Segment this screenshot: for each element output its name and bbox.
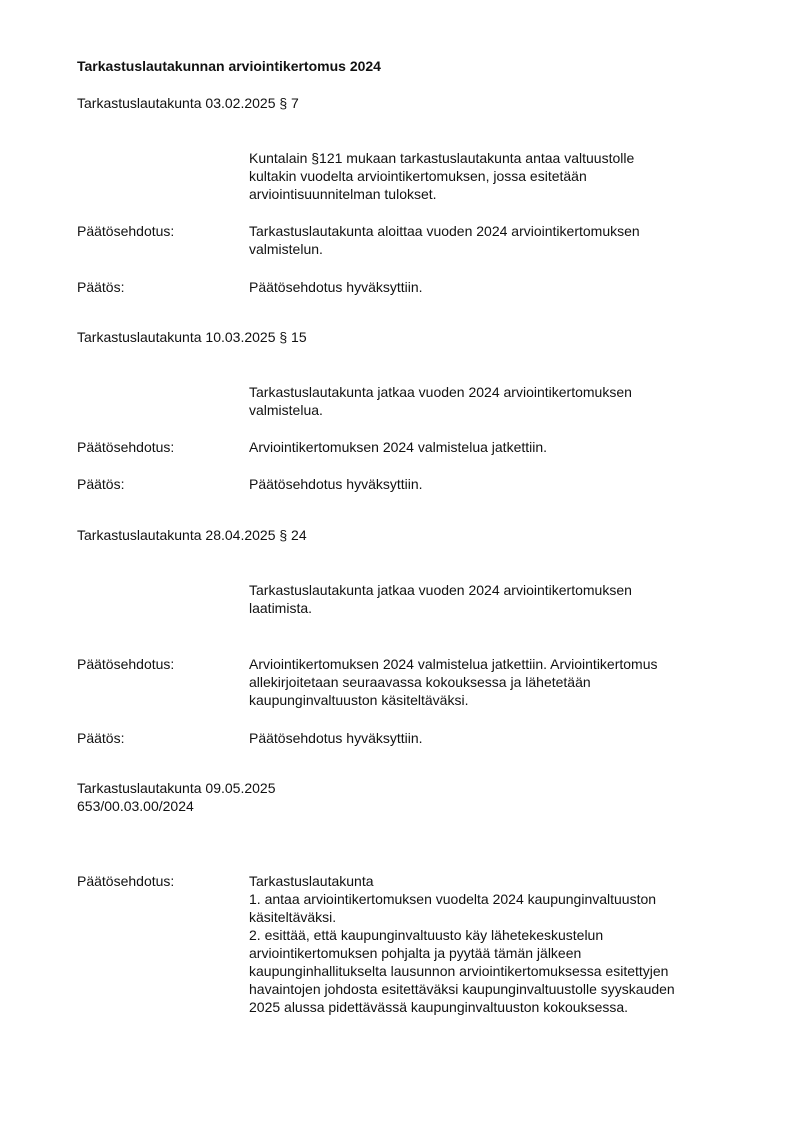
proposal-line: 1. antaa arviointikertomuksen vuodelta 2024 kaupunginvaltuuston xyxy=(249,891,657,907)
meeting-intro-line: valmistelua. xyxy=(249,402,323,418)
document-title: Tarkastuslautakunnan arviointikertomus 2024 xyxy=(77,58,381,74)
decision-text: Päätösehdotus hyväksyttiin. xyxy=(249,279,423,295)
meeting-header: Tarkastuslautakunta 10.03.2025 § 15 xyxy=(77,329,307,345)
proposal-line: käsiteltäväksi. xyxy=(249,909,337,925)
reference-number: 653/00.03.00/2024 xyxy=(77,798,194,814)
proposal-line: Arviointikertomuksen 2024 valmistelua jatkettiin. xyxy=(249,439,548,455)
proposal-line: Tarkastuslautakunta xyxy=(249,873,374,889)
proposal-label: Päätösehdotus: xyxy=(77,656,175,672)
proposal-line: Arviointikertomuksen 2024 valmistelua jatkettiin. Arviointikertomus xyxy=(249,656,658,672)
meeting-intro-line: arviointisuunnitelman tulokset. xyxy=(249,186,437,202)
proposal-line: kaupunginvaltuuston käsiteltäväksi. xyxy=(249,692,469,708)
proposal-label: Päätösehdotus: xyxy=(77,223,175,239)
decision-text: Päätösehdotus hyväksyttiin. xyxy=(249,476,423,492)
decision-label: Päätös: xyxy=(77,476,125,492)
meeting-intro-line: Kuntalain §121 mukaan tarkastuslautakunta antaa valtuustolle xyxy=(249,150,635,166)
meeting-header: Tarkastuslautakunta 03.02.2025 § 7 xyxy=(77,95,299,111)
meeting-intro-line: laatimista. xyxy=(249,600,313,616)
proposal-label: Päätösehdotus: xyxy=(77,873,175,889)
meeting-header: Tarkastuslautakunta 28.04.2025 § 24 xyxy=(77,527,307,543)
proposal-line: valmistelun. xyxy=(249,241,323,257)
decision-label: Päätös: xyxy=(77,279,125,295)
proposal-line: arviointikertomuksen pohjalta ja pyytää tämän jälkeen xyxy=(249,945,582,961)
meeting-intro-line: Tarkastuslautakunta jatkaa vuoden 2024 arviointikertomuksen xyxy=(249,384,632,400)
decision-label: Päätös: xyxy=(77,730,125,746)
proposal-line: havaintojen johdosta esitettäväksi kaupunginvaltuustolle syyskauden xyxy=(249,981,675,997)
meeting-intro-line: kultakin vuodelta arviointikertomuksen, jossa esitetään xyxy=(249,168,587,184)
proposal-line: Tarkastuslautakunta aloittaa vuoden 2024 arviointikertomuksen xyxy=(249,223,640,239)
meeting-intro-line: Tarkastuslautakunta jatkaa vuoden 2024 arviointikertomuksen xyxy=(249,582,632,598)
decision-text: Päätösehdotus hyväksyttiin. xyxy=(249,730,423,746)
proposal-line: allekirjoitetaan seuraavassa kokouksessa ja lähetetään xyxy=(249,674,591,690)
proposal-line: 2025 alussa pidettävässä kaupunginvaltuuston kokouksessa. xyxy=(249,999,629,1015)
proposal-line: kaupunginhallitukselta lausunnon arviointikertomuksessa esitettyjen xyxy=(249,963,669,979)
proposal-line: 2. esittää, että kaupunginvaltuusto käy lähetekeskustelun xyxy=(249,927,604,943)
meeting-header: Tarkastuslautakunta 09.05.2025 xyxy=(77,780,276,796)
proposal-label: Päätösehdotus: xyxy=(77,439,175,455)
